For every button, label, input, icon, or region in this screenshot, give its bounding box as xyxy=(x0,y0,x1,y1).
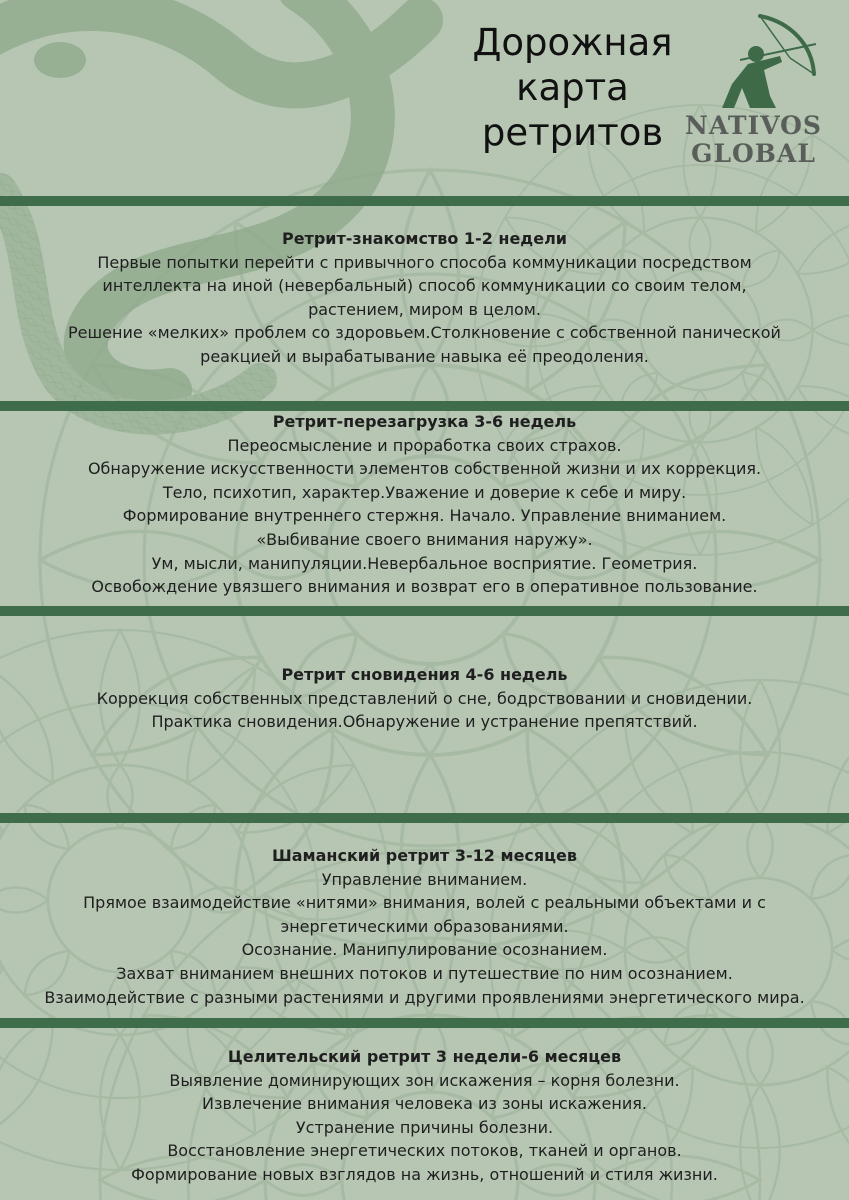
section-line: Освобождение увязшего внимания и возврат его в оперативное пользование. xyxy=(91,577,758,597)
section-line: «Выбивание своего внимания наружу». xyxy=(256,529,593,549)
logo-line: NATIVOS xyxy=(685,111,822,140)
section-title: Ретрит-перезагрузка 3-6 недель xyxy=(272,412,577,431)
section-line: Управление вниманием. xyxy=(321,869,528,889)
section-line: растением, миром в целом. xyxy=(308,299,541,319)
section-healing-retreat xyxy=(20,1045,829,1187)
section-line: Решение «мелких» проблем со здоровьем.Столкновение с собственной панической xyxy=(68,323,781,343)
section-line: Взаимодействие с разными растениями и другими проявлениями энергетического мира. xyxy=(44,987,805,1007)
divider-bar xyxy=(0,813,849,823)
section-line: Устранение причины болезни. xyxy=(295,1117,554,1137)
section-line: Переосмысление и проработка своих страхов. xyxy=(227,435,622,455)
section-line: Коррекция собственных представлений о сне, бодрствовании и сновидении. xyxy=(96,688,753,708)
section-line: Формирование новых взглядов на жизнь, отношений и стиля жизни. xyxy=(131,1164,718,1184)
section-line: Выявление доминирующих зон искажения – корня болезни. xyxy=(169,1070,680,1090)
divider-bar xyxy=(0,196,849,206)
section-line: Извлечение внимания человека из зоны искажения. xyxy=(202,1094,647,1114)
section-line: Тело, психотип, характер.Уважение и доверие к себе и миру. xyxy=(162,482,687,502)
section-reboot-retreat xyxy=(20,410,829,599)
section-line: энергетическими образованиями. xyxy=(280,916,569,936)
title-line: Дорожная xyxy=(472,21,673,64)
nativos-global-logo xyxy=(676,14,836,174)
section-line: Практика сновидения.Обнаружение и устранение препятствий. xyxy=(151,712,698,732)
archer-icon xyxy=(720,14,820,110)
section-title: Ретрит сновидения 4-6 недель xyxy=(281,665,568,684)
section-shamanic-retreat xyxy=(20,844,829,1009)
section-title: Целительский ретрит 3 недели-6 месяцев xyxy=(227,1047,622,1066)
section-line: Восстановление энергетических потоков, тканей и органов. xyxy=(167,1141,682,1161)
section-line: Захват вниманием внешних потоков и путешествие по ним осознанием. xyxy=(116,963,733,983)
section-dreaming-retreat xyxy=(20,663,829,734)
logo-line: GLOBAL xyxy=(691,139,816,168)
section-line: Прямое взаимодействие «нитями» внимания, волей с реальными объектами и с xyxy=(83,893,766,913)
title-line: карта xyxy=(516,66,629,109)
section-title: Ретрит-знакомство 1-2 недели xyxy=(281,229,568,248)
section-line: Первые попытки перейти с привычного способа коммуникации посредством xyxy=(97,252,752,272)
logo-text xyxy=(676,112,831,168)
section-line: Ум, мысли, манипуляции.Невербальное восприятие. Геометрия. xyxy=(151,553,698,573)
section-intro-retreat xyxy=(20,227,829,369)
section-title: Шаманский ретрит 3-12 месяцев xyxy=(271,846,578,865)
section-line: Формирование внутреннего стержня. Начало. Управление вниманием. xyxy=(122,506,727,526)
header xyxy=(0,0,849,196)
section-line: реакцией и вырабатывание навыка её преодоления. xyxy=(200,346,649,366)
divider-bar xyxy=(0,606,849,616)
title-line: ретритов xyxy=(481,111,664,154)
section-line: Обнаружение искусственности элементов собственной жизни и их коррекция. xyxy=(87,459,762,479)
divider-bar xyxy=(0,1018,849,1028)
page-title xyxy=(445,20,700,155)
section-line: интеллекта на иной (невербальный) способ коммуникации со своим телом, xyxy=(102,276,747,296)
section-line: Осознание. Манипулирование осознанием. xyxy=(241,940,608,960)
